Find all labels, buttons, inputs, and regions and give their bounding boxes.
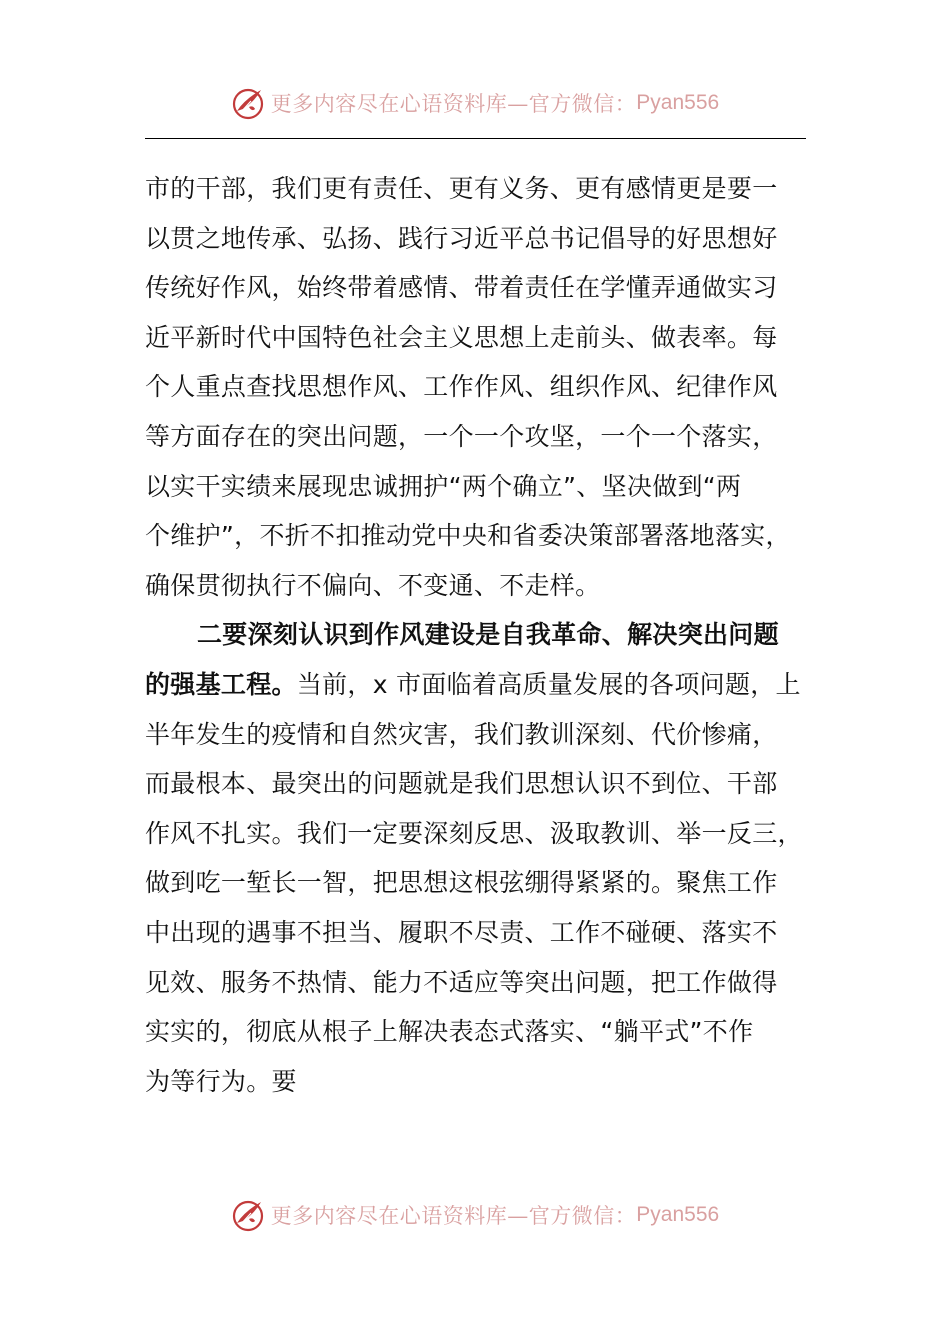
text-line: 确保贯彻执行不偏向、不变通、不走样。 <box>145 570 601 600</box>
text-line: 而最根本、最突出的问题就是我们思想认识不到位、干部 <box>145 769 778 799</box>
document-body <box>145 164 805 1106</box>
header-watermark <box>0 78 950 128</box>
text-line: 为等行为。要 <box>145 1066 297 1096</box>
watermark-wechat-id: Pyan556 <box>636 91 720 114</box>
watermark-wechat-id: Pyan556 <box>636 1203 720 1226</box>
section-heading-end: 的强基工程。 <box>145 669 297 699</box>
text-line: 以贯之地传承、弘扬、践行习近平总书记倡导的好思想好 <box>145 223 778 253</box>
watermark-text: 更多内容尽在心语资料库—官方微信： <box>270 1204 637 1228</box>
text-line: 个维护”，不折不扣推动党中央和省委决策部署落地落实， <box>145 521 791 551</box>
text-line: 传统好作风，始终带着感情、带着责任在学懂弄通做实习 <box>145 273 778 303</box>
text-line: 半年发生的疫情和自然灾害，我们教训深刻、代价惨痛， <box>145 719 778 749</box>
watermark-text: 更多内容尽在心语资料库—官方微信： <box>270 92 637 116</box>
text-line: 近平新时代中国特色社会主义思想上走前头、做表率。每 <box>145 322 778 352</box>
text-line-rest: 当前，x 市面临着高质量发展的各项问题，上 <box>296 669 801 699</box>
text-line: 作风不扎实。我们一定要深刻反思、汲取教训、举一反三， <box>145 818 803 848</box>
text-line: 个人重点查找思想作风、工作作风、组织作风、纪律作风 <box>145 372 778 402</box>
section-heading: 二要深刻认识到作风建设是自我革命、解决突出问题 <box>197 620 779 650</box>
text-line: 实实的，彻底从根子上解决表态式落实、“躺平式”不作 <box>145 1017 754 1047</box>
text-line: 中出现的遇事不担当、履职不尽责、工作不碰硬、落实不 <box>145 917 778 947</box>
header-divider <box>145 138 806 139</box>
footer-watermark <box>0 1190 950 1240</box>
text-line: 见效、服务不热情、能力不适应等突出问题，把工作做得 <box>145 967 778 997</box>
quill-logo-icon <box>231 85 267 121</box>
text-line: 做到吃一堑长一智，把思想这根弦绷得紧紧的。聚焦工作 <box>145 868 778 898</box>
quill-logo-icon <box>231 1197 267 1233</box>
text-line <box>145 660 805 710</box>
text-line: 以实干实绩来展现忠诚拥护“两个确立”、坚决做到“两 <box>145 471 742 501</box>
text-line: 等方面存在的突出问题，一个一个攻坚，一个一个落实， <box>145 421 778 451</box>
text-line: 市的干部，我们更有责任、更有义务、更有感情更是要一 <box>145 174 778 203</box>
